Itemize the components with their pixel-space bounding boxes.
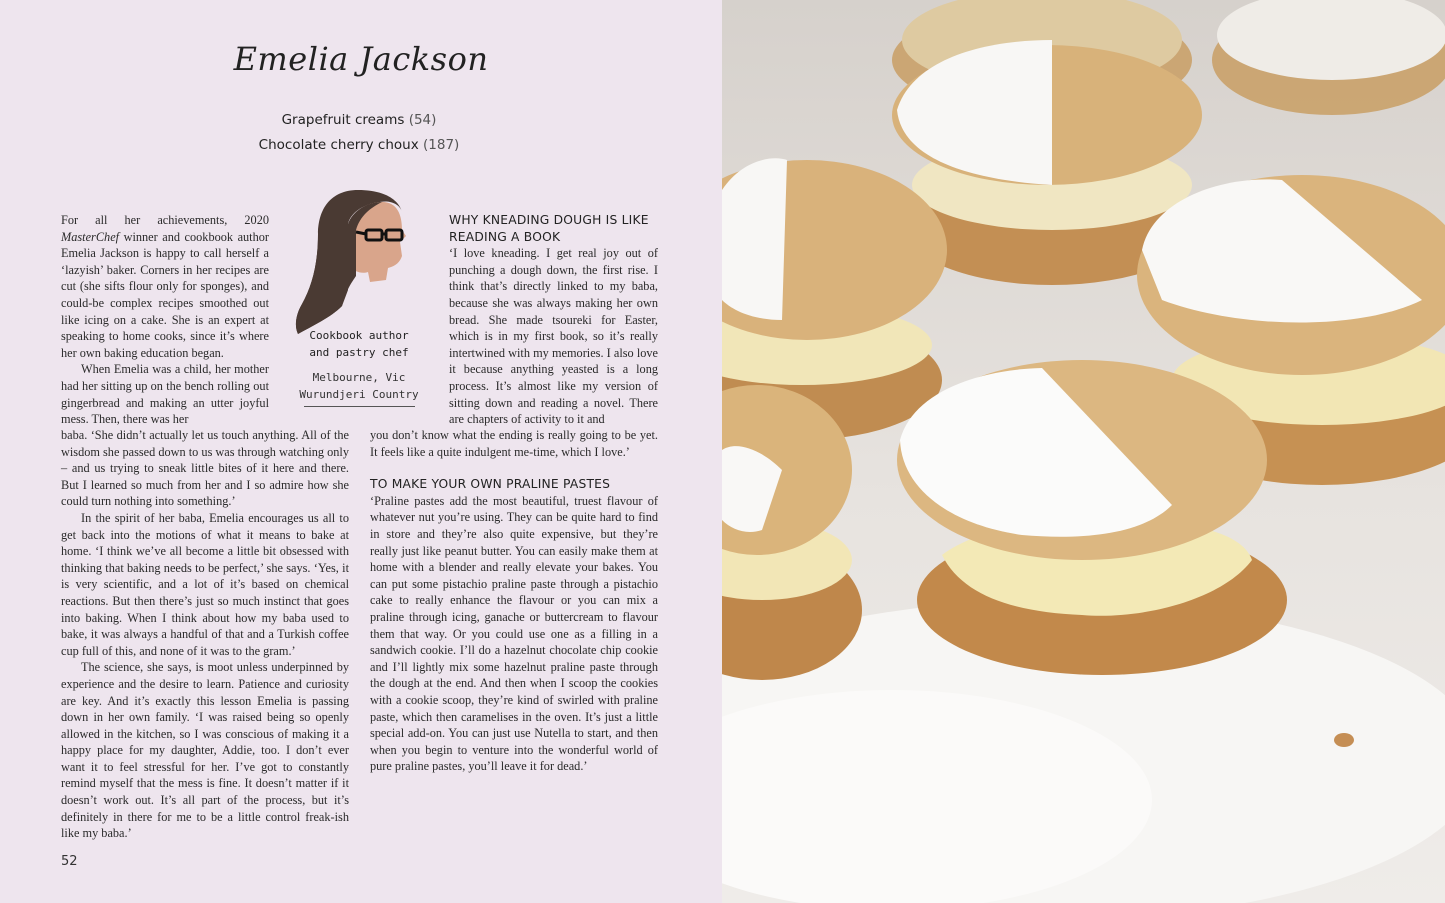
section-kneading-text-b: you don’t know what the ending is really going to be yet. It feels like a quite indulgent me-time, which I love.’: [370, 428, 658, 459]
page-number: 52: [61, 854, 78, 869]
section-kneading-text-a: ‘I love kneading. I get real joy out of punching a dough down, the first rise. I think that’s directly linked to my baba, because she was always making her own bread. She made tsoureki for Easter, which is in my first book, so it’s really intertwined with my memories. I also love it because anything yeasted is a long process. It’s almost like my version of sitting down and reading a novel. There are chapters of activity to it and: [449, 246, 658, 427]
recipe-name: Grapefruit creams: [281, 112, 405, 128]
portrait-caption-role: Cookbook author and pastry chef: [309, 329, 409, 359]
left-page: [0, 0, 722, 903]
body-paragraph-2a: When Emelia was a child, her mother had her sitting up on the bench rolling out gingerbread and making an utter joyful mess. Then, there was her: [61, 362, 269, 427]
recipe-page: (187): [423, 137, 460, 153]
body-column-2-top: [449, 212, 658, 428]
body-column-2-bottom: [370, 427, 658, 775]
body-paragraph-1: For all her achievements, 2020 MasterChef winner and cookbook author Emelia Jackson is happy to call herself a ‘lazyish’ baker. Corners in her recipes are cut (she sifts flour only for sponges), and could-be complex recipes smoothed out like icing on a cake. She is an expert at speaking to home cooks, since it’s where her own baking education began.: [61, 213, 269, 360]
body-column-1-top: [61, 212, 269, 428]
recipe-link-2: [0, 137, 718, 153]
cookie-photo: [722, 0, 1445, 903]
caption-divider: [304, 406, 415, 407]
recipe-name: Chocolate cherry choux: [258, 137, 419, 153]
body-column-1-bottom: [61, 427, 349, 842]
portrait-caption-location: Melbourne, Vic Wurundjeri Country: [299, 371, 419, 401]
section-heading-kneading: WHY KNEADING DOUGH IS LIKE READING A BOOK: [449, 213, 649, 244]
body-paragraph-2b: baba. ‘She didn’t actually let us touch anything. All of the wisdom she passed down to us was through watching only – and us trying to sneak little bites of it here and there. But I learned so much from her and I so admire how she could turn nothing into something.’: [61, 428, 349, 509]
body-paragraph-4: The science, she says, is moot unless underpinned by experience and the desire to learn. Patience and curiosity are key. And it’s exactly this lesson Emelia is passing down in her own family. ‘I was raised being so openly allowed in the kitchen, so I was conscious of making it a happy place for my daughter, Addie, too. I don’t ever want it to feel stressful for her. I’ve got to constantly remind myself that the mess is fine. It doesn’t matter if it doesn’t work out. It’s all part of the process, but it’s definitely in there for me to be a little control freak-ish like my baba.’: [61, 660, 349, 841]
recipe-page: (54): [408, 112, 437, 128]
page-title: Emelia Jackson: [233, 40, 489, 78]
recipe-link-1: [0, 112, 718, 128]
section-praline-text: ‘Praline pastes add the most beautiful, truest flavour of whatever nut you’re using. They can be quite hard to find in store and they’re also quite expensive, but they’re really just like peanut butter. You can easily make them at home with a blender and really elevate your bakes. You can put some pistachio praline paste through a pistachio cake to really enhance the flavour or you can mix a praline through icing, ganache or buttercream to flavour them that way. Or you could use one as a filling in a sandwich cookie. I’ll do a hazelnut chocolate chip cookie and I’ll lightly mix some hazelnut praline paste through the dough at the end. And then when I scoop the cookies with a cookie scoop, they’re kind of swirled with praline paste, which then caramelises in the oven. It’s just a little special add-on. You can just use Nutella to start, and then when you begin to venture into the wonderful world of pure praline pastes, you’ll leave it for dead.’: [370, 493, 658, 774]
body-paragraph-3: In the spirit of her baba, Emelia encourages us all to get back into the motions of what it means to bake at home. ‘I think we’ve all become a little bit obsessed with thinking that baking needs to be perfect,’ she says. ‘Yes, it is very scientific, and a lot of it’s based on chemical reactions. But then there’s just so much instinct that goes into baking. When I think about how my baba used to bake, it was always a handful of that and a Turkish coffee cup full of this, and none of it was to the gram.’: [61, 510, 349, 658]
sandwich-cookies-photo-icon: [722, 0, 1445, 903]
section-heading-praline: TO MAKE YOUR OWN PRALINE PASTES: [370, 477, 611, 492]
woman-portrait-icon: [290, 186, 418, 338]
